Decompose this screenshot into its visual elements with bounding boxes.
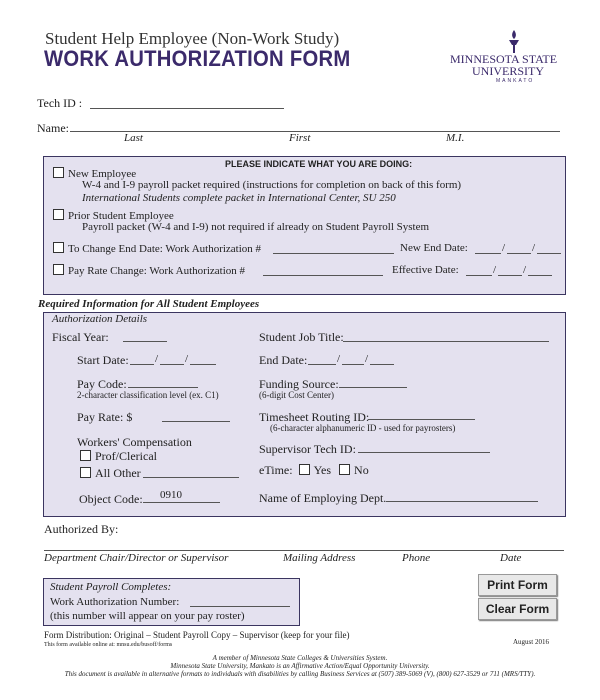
pay-code-label: Pay Code:: [77, 377, 127, 391]
start-month-field[interactable]: [130, 364, 154, 365]
object-code-value: 0910: [160, 489, 182, 501]
pay-rate-field[interactable]: [162, 421, 230, 422]
end-year-field[interactable]: [370, 364, 394, 365]
footer-line2: Minnesota State University, Mankato is an Affirmative Action/Equal Opportunity University.: [170, 662, 430, 670]
auth-details-heading: Authorization Details: [52, 313, 148, 325]
wa-number-label: Work Authorization Number:: [50, 596, 180, 608]
date-slash: /: [365, 353, 369, 365]
form-title: WORK AUTHORIZATION FORM: [44, 46, 351, 71]
authorized-by-label: Authorized By:: [44, 522, 119, 536]
authorized-by-line[interactable]: [44, 550, 564, 551]
pay-rate-change-option[interactable]: [53, 264, 245, 277]
effective-month-field[interactable]: [466, 275, 492, 276]
end-month-field[interactable]: [308, 364, 336, 365]
change-end-label: To Change End Date: Work Authorization #: [68, 243, 262, 255]
effective-year-field[interactable]: [528, 275, 552, 276]
date-slash: /: [502, 242, 506, 254]
workers-comp-label: Workers' Compensation: [77, 435, 192, 449]
pay-code-hint: 2-character classification level (ex. C1): [77, 390, 219, 400]
payroll-heading: Student Payroll Completes:: [50, 581, 172, 593]
form-subtitle: Student Help Employee (Non-Work Study): [45, 29, 340, 48]
etime-text: eTime:: [259, 463, 293, 477]
pay-rate-change-label: Pay Rate Change: Work Authorization #: [68, 265, 246, 277]
end-day-field[interactable]: [342, 364, 364, 365]
prof-clerical-checkbox[interactable]: [80, 450, 91, 461]
new-end-day-field[interactable]: [507, 253, 531, 254]
routing-id-hint: (6-character alphanumeric ID - used for payrosters): [270, 423, 456, 433]
start-year-field[interactable]: [190, 364, 216, 365]
new-employee-checkbox[interactable]: [53, 167, 64, 178]
etime-yes-label: Yes: [313, 463, 332, 477]
authorized-col-date: Date: [500, 552, 522, 564]
job-title-field[interactable]: [343, 341, 549, 342]
funding-source-label: Funding Source:: [259, 377, 339, 391]
pay-rate-change-checkbox[interactable]: [53, 264, 64, 275]
date-slash: /: [523, 264, 527, 276]
change-end-checkbox[interactable]: [53, 242, 64, 253]
clear-form-button[interactable]: Clear Form: [478, 598, 557, 620]
change-end-wa-field[interactable]: [273, 253, 394, 254]
name-last-caption: Last: [124, 132, 143, 144]
date-slash: /: [493, 264, 497, 276]
effective-date-label: Effective Date:: [392, 264, 459, 276]
all-other-label: All Other: [95, 466, 141, 480]
supervisor-tech-field[interactable]: [358, 452, 490, 453]
job-title-label: Student Job Title:: [259, 330, 344, 344]
new-employee-note1: W-4 and I-9 payroll packet required (instructions for completion on back of this form): [82, 179, 462, 191]
effective-day-field[interactable]: [498, 275, 522, 276]
date-slash: /: [532, 242, 536, 254]
supervisor-tech-label: Supervisor Tech ID:: [259, 442, 356, 456]
logo-line1: MINNESOTA STATE: [450, 52, 558, 66]
name-mi-caption: M.I.: [446, 132, 465, 144]
etime-no-checkbox[interactable]: [339, 464, 350, 475]
prior-employee-label: Prior Student Employee: [68, 210, 174, 222]
footer-line3: This document is available in alternative formats to individuals with disabilities by calling Business Services at (507) 389-5069 (V), (800) 627-3529 or 711 (MRS/TTY).: [64, 670, 536, 678]
change-end-option[interactable]: [53, 242, 261, 255]
employing-dept-field[interactable]: [386, 501, 538, 502]
new-employee-note2: International Students complete packet in International Center, SU 250: [82, 192, 396, 204]
tech-id-label: Tech ID :: [37, 96, 83, 110]
name-first-caption: First: [289, 132, 311, 144]
etime-no-label: No: [354, 463, 369, 477]
fiscal-year-label: Fiscal Year:: [52, 330, 109, 344]
form-available: This form available online at: mnsu.edu/busoff/forms: [44, 642, 173, 648]
pay-rate-label: Pay Rate: $: [77, 410, 133, 424]
torch-icon: [504, 28, 524, 54]
new-end-date-label: New End Date:: [400, 242, 468, 254]
prior-employee-checkbox[interactable]: [53, 209, 64, 220]
funding-source-hint: (6-digit Cost Center): [259, 390, 334, 400]
routing-id-field[interactable]: [368, 419, 475, 420]
date-slash: /: [185, 353, 189, 365]
logo-line2: UNIVERSITY: [472, 64, 544, 78]
etime-yes-checkbox[interactable]: [299, 464, 310, 475]
date-slash: /: [337, 353, 341, 365]
all-other-option[interactable]: [80, 466, 141, 481]
authorized-col-phone: Phone: [402, 552, 431, 564]
start-day-field[interactable]: [160, 364, 184, 365]
authorized-col-address: Mailing Address: [283, 552, 356, 564]
form-revised: August 2016: [513, 638, 549, 646]
footer-line1: A member of Minnesota State Colleges & Universities System.: [212, 654, 388, 662]
object-code-field[interactable]: [143, 502, 220, 503]
indicate-heading: PLEASE INDICATE WHAT YOU ARE DOING:: [225, 159, 413, 169]
name-label: Name:: [37, 121, 69, 135]
employing-dept-label: Name of Employing Dept.: [259, 491, 387, 505]
new-employee-label: New Employee: [68, 168, 137, 180]
authorized-col-signature: Department Chair/Director or Supervisor: [44, 552, 229, 564]
routing-id-label: Timesheet Routing ID:: [259, 410, 370, 424]
prof-clerical-label: Prof/Clerical: [95, 449, 157, 463]
new-end-month-field[interactable]: [475, 253, 501, 254]
university-logo: [448, 28, 568, 88]
funding-source-field[interactable]: [339, 387, 407, 388]
prof-clerical-option[interactable]: [80, 449, 157, 464]
fiscal-year-field[interactable]: [123, 341, 167, 342]
required-heading: Required Information for All Student Employees: [38, 298, 260, 310]
logo-line3: MANKATO: [496, 78, 535, 84]
all-other-checkbox[interactable]: [80, 467, 91, 478]
start-date-label: Start Date:: [77, 353, 129, 367]
form-distribution: Form Distribution: Original – Student Payroll Copy – Supervisor (keep for your file): [44, 630, 350, 640]
date-slash: /: [155, 353, 159, 365]
object-code-label: Object Code:: [79, 492, 143, 506]
prior-employee-note: Payroll packet (W-4 and I-9) not required if already on Student Payroll System: [82, 221, 430, 233]
pay-code-field[interactable]: [128, 387, 198, 388]
wa-number-field[interactable]: [190, 606, 290, 607]
pay-rate-wa-field[interactable]: [263, 275, 383, 276]
wa-number-note: (this number will appear on your pay roster): [50, 610, 245, 622]
end-date-label: End Date:: [259, 353, 308, 367]
etime-label: [259, 463, 369, 478]
tech-id-field[interactable]: [90, 108, 284, 109]
name-field[interactable]: [70, 131, 560, 132]
new-end-year-field[interactable]: [537, 253, 561, 254]
print-form-button[interactable]: Print Form: [478, 574, 557, 596]
all-other-field[interactable]: [143, 477, 239, 478]
